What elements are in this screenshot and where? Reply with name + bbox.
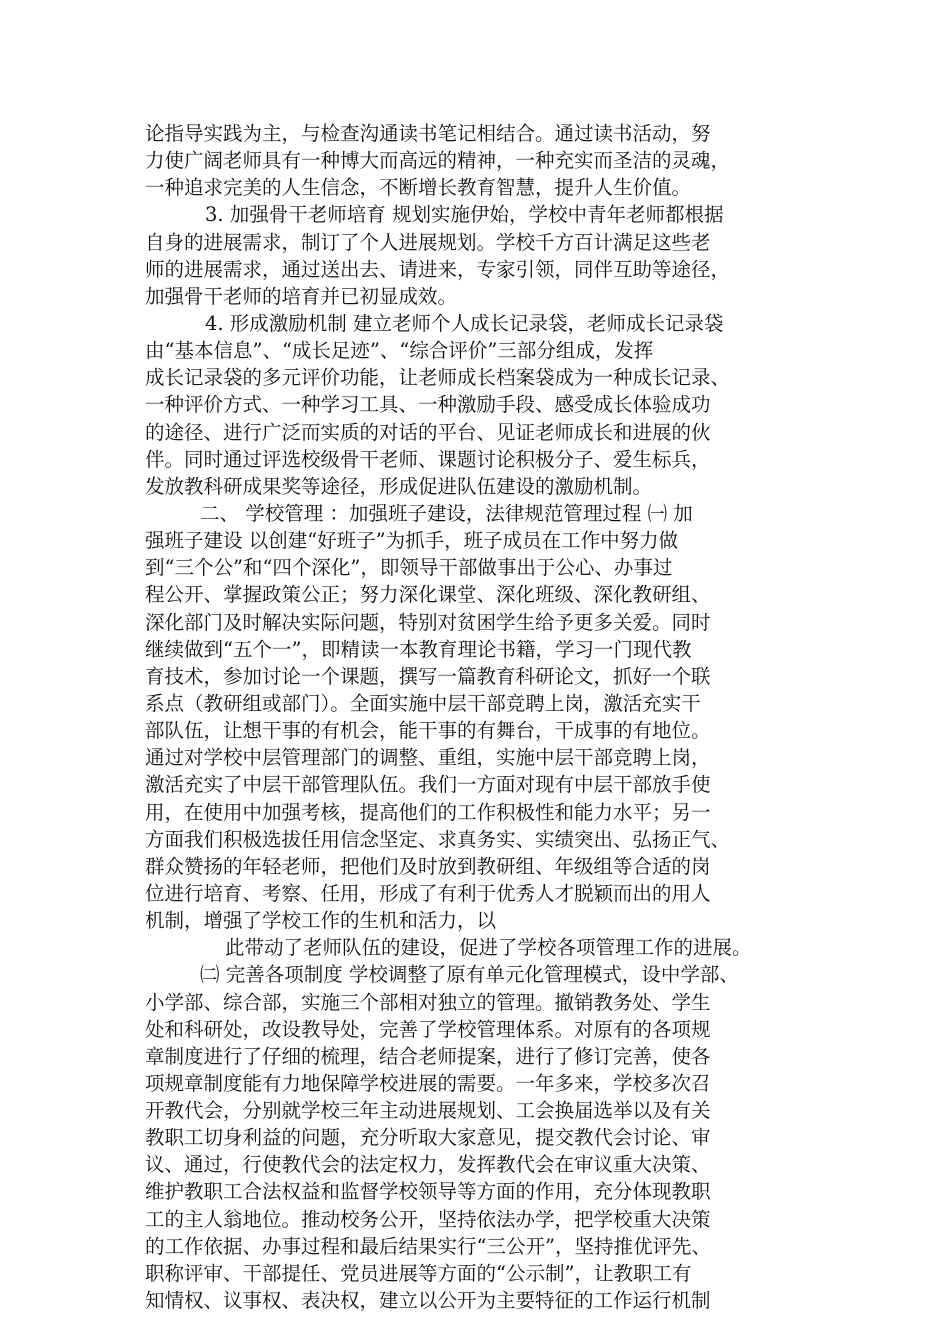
text-line: 职称评审、干部提任、党员进展等方面的“公示制”，让教职工有: [145, 1261, 692, 1285]
text-line: 此带动了老师队伍的建设，促进了学校各项管理工作的进展。: [225, 936, 752, 960]
text-line: 的工作依据、办事过程和最后结果实行“三公开”，坚持推优评先、: [145, 1234, 711, 1258]
text-line: 部队伍，让想干事的有机会，能干事的有舞台，干成事的有地位。: [145, 719, 711, 743]
document-body: [145, 120, 825, 1314]
text-line: 3. 加强骨干老师培育 规划实施伊始，学校中青年老师都根据: [205, 203, 724, 227]
text-line: 章制度进行了仔细的梳理，结合老师提案，进行了修订完善，使各: [145, 1044, 711, 1068]
text-line: 系点（教研组或部门）。全面实施中层干部竞聘上岗，激活充实干: [145, 691, 701, 715]
text-line: 师的进展需求，通过送出去、请进来，专家引领，同伴互助等途径，: [145, 257, 731, 281]
text-line: 位进行培育、考察、任用，形成了有利于优秀人才脱颖而出的用人: [145, 881, 711, 905]
text-line: 育技术，参加讨论一个课题，撰写一篇教育科研论文，抓好一个联: [145, 664, 711, 688]
text-line: 一种评价方式、一种学习工具、一种激励手段、感受成长体验成功: [145, 393, 711, 417]
text-line: 由“基本信息”、“成长足迹”、“综合评价”三部分组成，发挥: [145, 339, 654, 363]
text-line: 继续做到“五个一”，即精读一本教育理论书籍，学习一门现代教: [145, 637, 692, 661]
text-line: 的途径、进行广泛而实质的对话的平台、见证老师成长和进展的伙: [145, 420, 711, 444]
section-heading-line: 二、 学校管理 ：加强班子建设，法律规范管理过程 ㈠ 加: [200, 501, 693, 525]
text-line: 小学部、综合部，实施三个部相对独立的管理。撤销教务处、学生: [145, 990, 711, 1014]
text-line: 发放教科研成果奖等途径，形成促进队伍建设的激励机制。: [145, 474, 653, 498]
text-line: 群众赞扬的年轻老师，把他们及时放到教研组、年级组等合适的岗: [145, 854, 711, 878]
text-line: 自身的进展需求，制订了个人进展规划。学校千方百计满足这些老: [145, 230, 711, 254]
text-line: 通过对学校中层管理部门的调整、重组，实施中层干部竞聘上岗，: [145, 746, 711, 770]
text-line: 维护教职工合法权益和监督学校领导等方面的作用，充分体现教职: [145, 1180, 711, 1204]
text-line: 力使广阔老师具有一种博大而高远的精神，一种充实而圣洁的灵魂，: [145, 149, 731, 173]
text-line: 到“三个公”和“四个深化”，即领导干部做事出于公心、办事过: [145, 556, 673, 580]
text-line: 强班子建设 以创建“好班子”为抓手，班子成员在工作中努力做: [145, 529, 679, 553]
text-line: 成长记录袋的多元评价功能，让老师成长档案袋成为一种成长记录、: [145, 366, 731, 390]
text-line: 议、通过，行使教代会的法定权力，发挥教代会在审议重大决策、: [145, 1153, 711, 1177]
text-line: 加强骨干老师的培育并已初显成效。: [145, 284, 458, 308]
text-line: 论指导实践为主，与检查沟通读书笔记相结合。通过读书活动，努: [145, 122, 711, 145]
text-line: 机制，增强了学校工作的生机和活力，以: [145, 909, 497, 933]
text-line: 工的主人翁地位。推动校务公开，坚持依法办学，把学校重大决策: [145, 1207, 711, 1231]
text-line: 方面我们积极选拔任用信念坚定、求真务实、实绩突出、弘扬正气、: [145, 827, 731, 851]
text-line: 处和科研处，改设教导处，完善了学校管理体系。对原有的各项规: [145, 1017, 711, 1041]
text-line: 教职工切身利益的问题，充分听取大家意见，提交教代会讨论、审: [145, 1126, 711, 1150]
text-line: 程公开、掌握政策公正；努力深化课堂、深化班级、深化教研组、: [145, 583, 711, 607]
text-line: 伴。同时通过评选校级骨干老师、课题讨论积极分子、爱生标兵，: [145, 447, 711, 471]
text-line: ㈡ 完善各项制度 学校调整了原有单元化管理模式，设中学部、: [200, 963, 739, 987]
text-line: 4. 形成激励机制 建立老师个人成长记录袋，老师成长记录袋: [205, 311, 724, 335]
text-line: 项规章制度能有力地保障学校进展的需要。一年多来，学校多次召: [145, 1071, 711, 1095]
text-line: 激活充实了中层干部管理队伍。我们一方面对现有中层干部放手使: [145, 773, 711, 797]
text-line: 知情权、议事权、表决权，建立以公开为主要特征的工作运行机制: [145, 1289, 711, 1313]
text-line: 一种追求完美的人生信念，不断增长教育智慧，提升人生价值。: [145, 176, 692, 200]
text-line: 深化部门及时解决实际问题，特别对贫困学生给予更多关爱。同时: [145, 610, 711, 634]
text-line: 用，在使用中加强考核，提高他们的工作积极性和能力水平；另一: [145, 800, 711, 824]
text-line: 开教代会，分别就学校三年主动进展规划、工会换届选举以及有关: [145, 1099, 711, 1123]
